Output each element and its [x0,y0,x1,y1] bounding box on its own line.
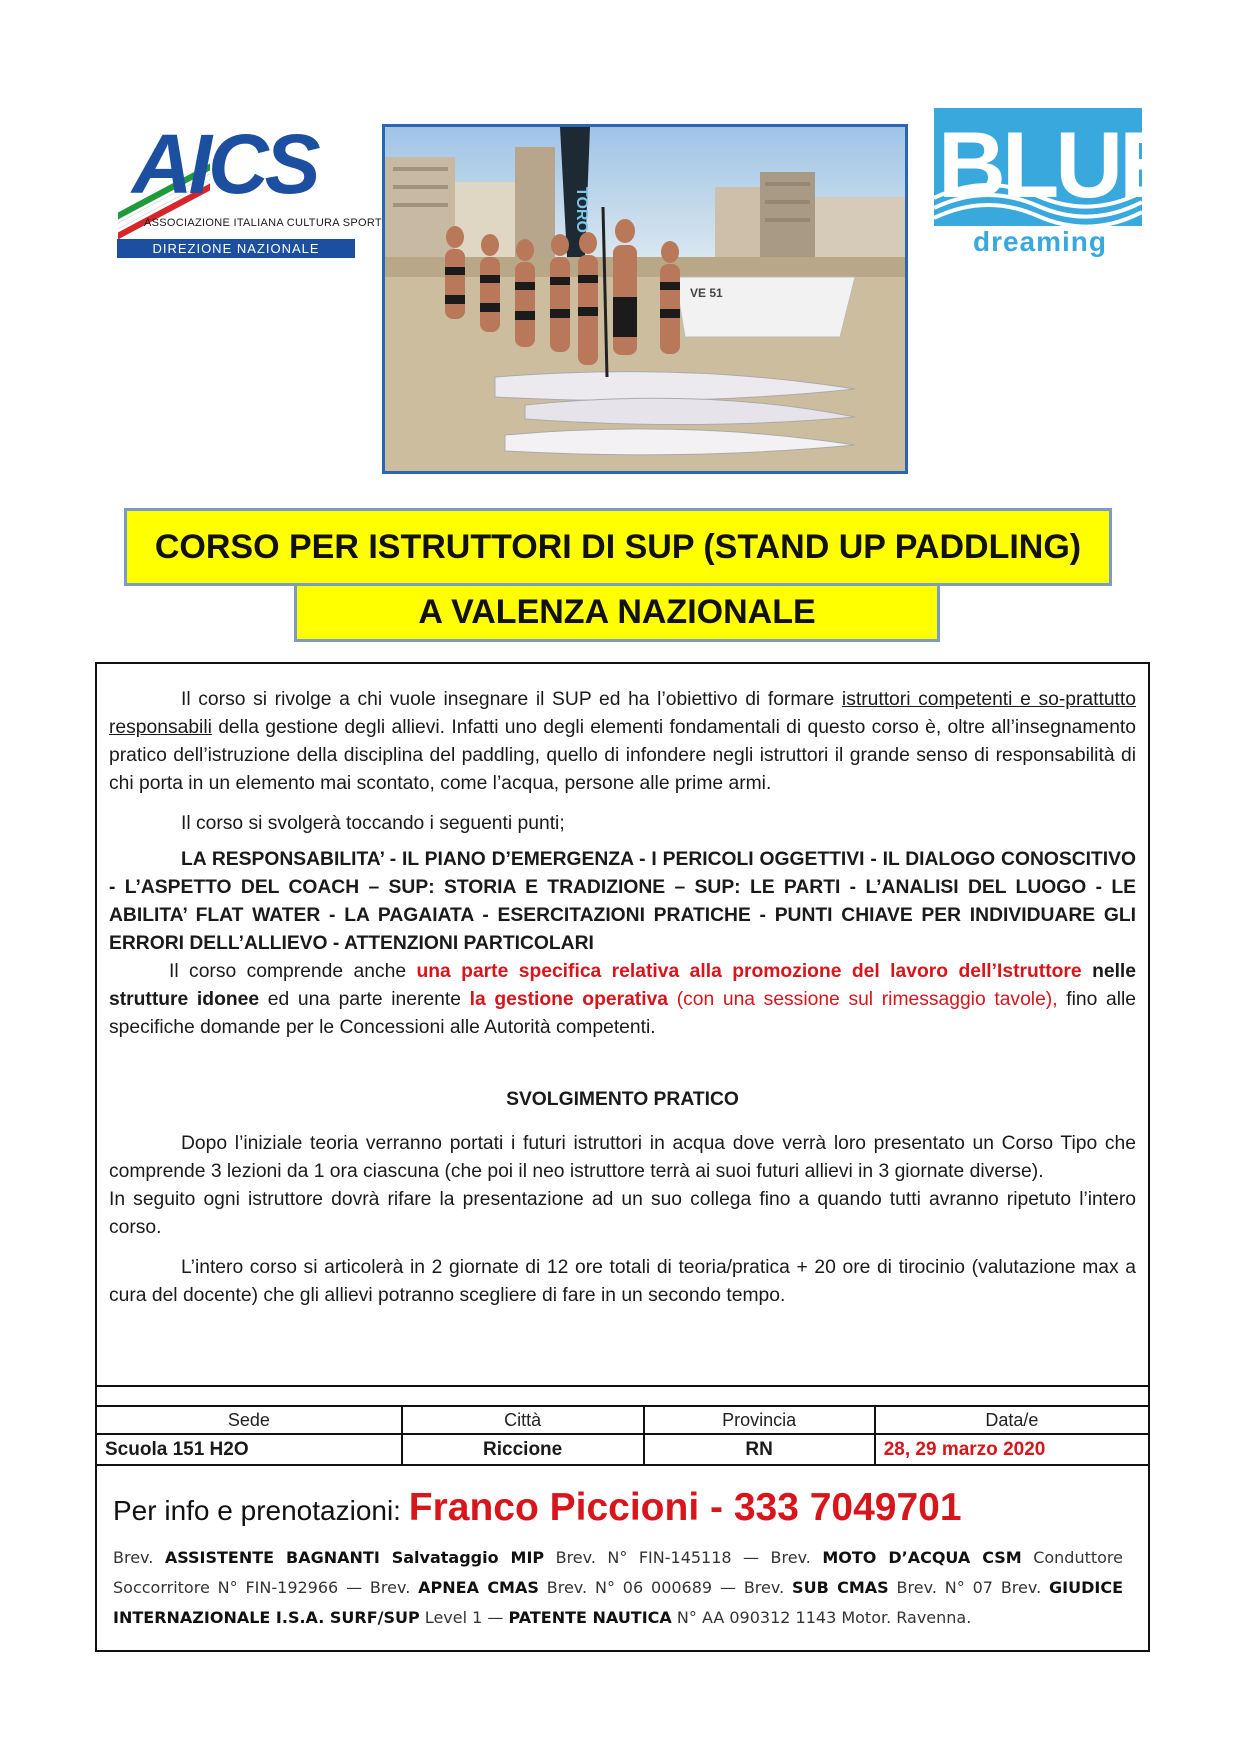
promotion-bold-text: nelle strutture idonee [109,961,1137,1010]
promotion-text-c: fino alle specifiche domande per le Concessioni alle Autorità competenti. [109,989,1137,1038]
course-title: CORSO PER ISTRUTTORI DI SUP (STAND UP PADDLING) [124,508,1112,586]
intro-underlined-text: istruttori competenti e so-prattutto responsabili [109,689,1136,738]
beach-photo [382,124,908,474]
table-header-cell: Data/e [875,1406,1148,1434]
instructor-credentials [113,1543,1123,1633]
intro-paragraph [109,686,1136,798]
course-details-box [95,662,1150,1652]
duration-paragraph: L’intero corso si articolerà in 2 giornate di 12 ore totali di teoria/pratica + 20 ore di tirocinio (valutazione max a cura del docente) che gli allievi potranno scegliere di fare in un secondo tempo. [109,1257,1136,1306]
intro-text-a: Il corso si rivolge a chi vuole insegnare il SUP ed ha l’obiettivo di formare [181,689,842,710]
topics-intro: Il corso si svolgerà toccando i seguenti punti; [181,813,565,834]
cred-bold: APNEA CMAS [418,1578,539,1597]
sail-banner-text: TORO [573,187,590,233]
practice-followup: In seguito ogni istruttore dovrà rifare la presentazione ad un suo collega fino a quando tutti avranno ripetuto l’intero corso. [109,1189,1136,1238]
promotion-text-a: Il corso comprende anche [169,961,417,982]
table-cell-dates: 28, 29 marzo 2020 [875,1434,1148,1465]
cred-text: Brev. N° 07 Brev. [888,1578,1050,1597]
practice-paragraph: Dopo l’iniziale teoria verranno portati i futuri istruttori in acqua dove verrà loro presentato un Corso Tipo che comprende 3 lezioni da 1 ora ciascuna (che poi il neo istruttore terrà ai suoi futuri allievi in 3 giornate diverse). [109,1133,1136,1182]
promotion-text-b: ed una parte inerente [259,989,470,1010]
aics-logo [112,117,382,264]
table-top-divider [97,1385,1148,1387]
table-row [97,1434,1148,1465]
table-header-cell: Provincia [644,1406,875,1434]
promotion-highlight-3: (con una sessione sul rimessaggio tavole), [668,989,1058,1010]
blue-logo-word: BLUE [938,112,1178,217]
beach-photo-image [385,127,905,471]
promotion-highlight-2: la gestione operativa [469,989,669,1010]
aics-logo-letters: AICS [132,117,317,211]
blue-logo-tag: dreaming [972,226,1108,257]
cred-bold: GIUDICE INTERNAZIONALE I.S.A. SURF/SUP [113,1578,1124,1627]
aics-logo-subtitle: ASSOCIAZIONE ITALIANA CULTURA SPORT [144,217,382,229]
contact-name-phone[interactable]: Franco Piccioni - 333 7049701 [408,1486,962,1529]
contact-line [113,1486,962,1530]
aics-logo-bar: DIREZIONE NAZIONALE [117,239,355,258]
cred-bold: ASSISTENTE BAGNANTI Salvataggio MIP [164,1548,545,1567]
contact-label: Per info e prenotazioni: [113,1495,409,1526]
table-cell-province: RN [644,1434,875,1465]
table-header-row [97,1406,1148,1434]
course-subtitle: A VALENZA NAZIONALE [294,586,940,642]
course-schedule-table [97,1405,1148,1466]
cred-text: N° AA 090312 1143 Motor. Ravenna. [671,1608,972,1627]
boat-hull-text: VE 51 [690,286,723,300]
wave-icon [934,168,1142,226]
cred-bold: MOTO D’ACQUA CSM [822,1548,1022,1567]
table-cell-city: Riccione [402,1434,644,1465]
intro-text-b: della gestione degli allievi. Infatti uno degli elementi fondamentali di questo corso è, oltre all’insegnamento pratico dell’istruzione della disciplina del paddling, quello di infondere negli istruttori il grande senso di responsabilità di chi porta in un elemento mai scontato, come l’acqua, persone alle prime armi. [109,717,1136,794]
cred-text: Brev. N° 06 000689 — Brev. [538,1578,793,1597]
cred-text: Level 1 — [419,1608,509,1627]
promotion-paragraph [109,958,1136,1042]
cred-bold: SUB CMAS [792,1578,889,1597]
blue-dreaming-logo [934,108,1178,258]
section-title: SVOLGIMENTO PRATICO [506,1089,739,1110]
cred-text: Brev. N° FIN-145118 — Brev. [544,1548,823,1567]
promotion-highlight-1: una parte specifica relativa alla promozione del lavoro dell’Istruttore [416,961,1082,982]
topics-list: LA RESPONSABILITA’ - IL PIANO D’EMERGENZA - I PERICOLI OGGETTIVI - IL DIALOGO CONOSCITIVO - L’ASPETTO DEL COACH – SUP: STORIA E TRADIZIONE – SUP: LE PARTI - L’ANALISI DEL LUOGO - LE ABILITA’ FLAT WATER - LA PAGAIATA - ESERCITAZIONI PRATICHE - PUNTI CHIAVE PER INDIVIDUARE GLI ERRORI DELL’ALLIEVO - ATTENZIONI PARTICOLARI [109,849,1136,954]
cred-bold: PATENTE NAUTICA [508,1608,672,1627]
course-description [109,686,1136,1310]
table-cell-venue: Scuola 151 H2O [97,1434,402,1465]
table-header-cell: Sede [97,1406,402,1434]
cred-text: Conduttore Soccorritore N° FIN-192966 — Brev. [113,1548,1123,1597]
table-header-cell: Città [402,1406,644,1434]
cred-text: Brev. [113,1548,165,1567]
blue-logo-block [934,108,1178,226]
